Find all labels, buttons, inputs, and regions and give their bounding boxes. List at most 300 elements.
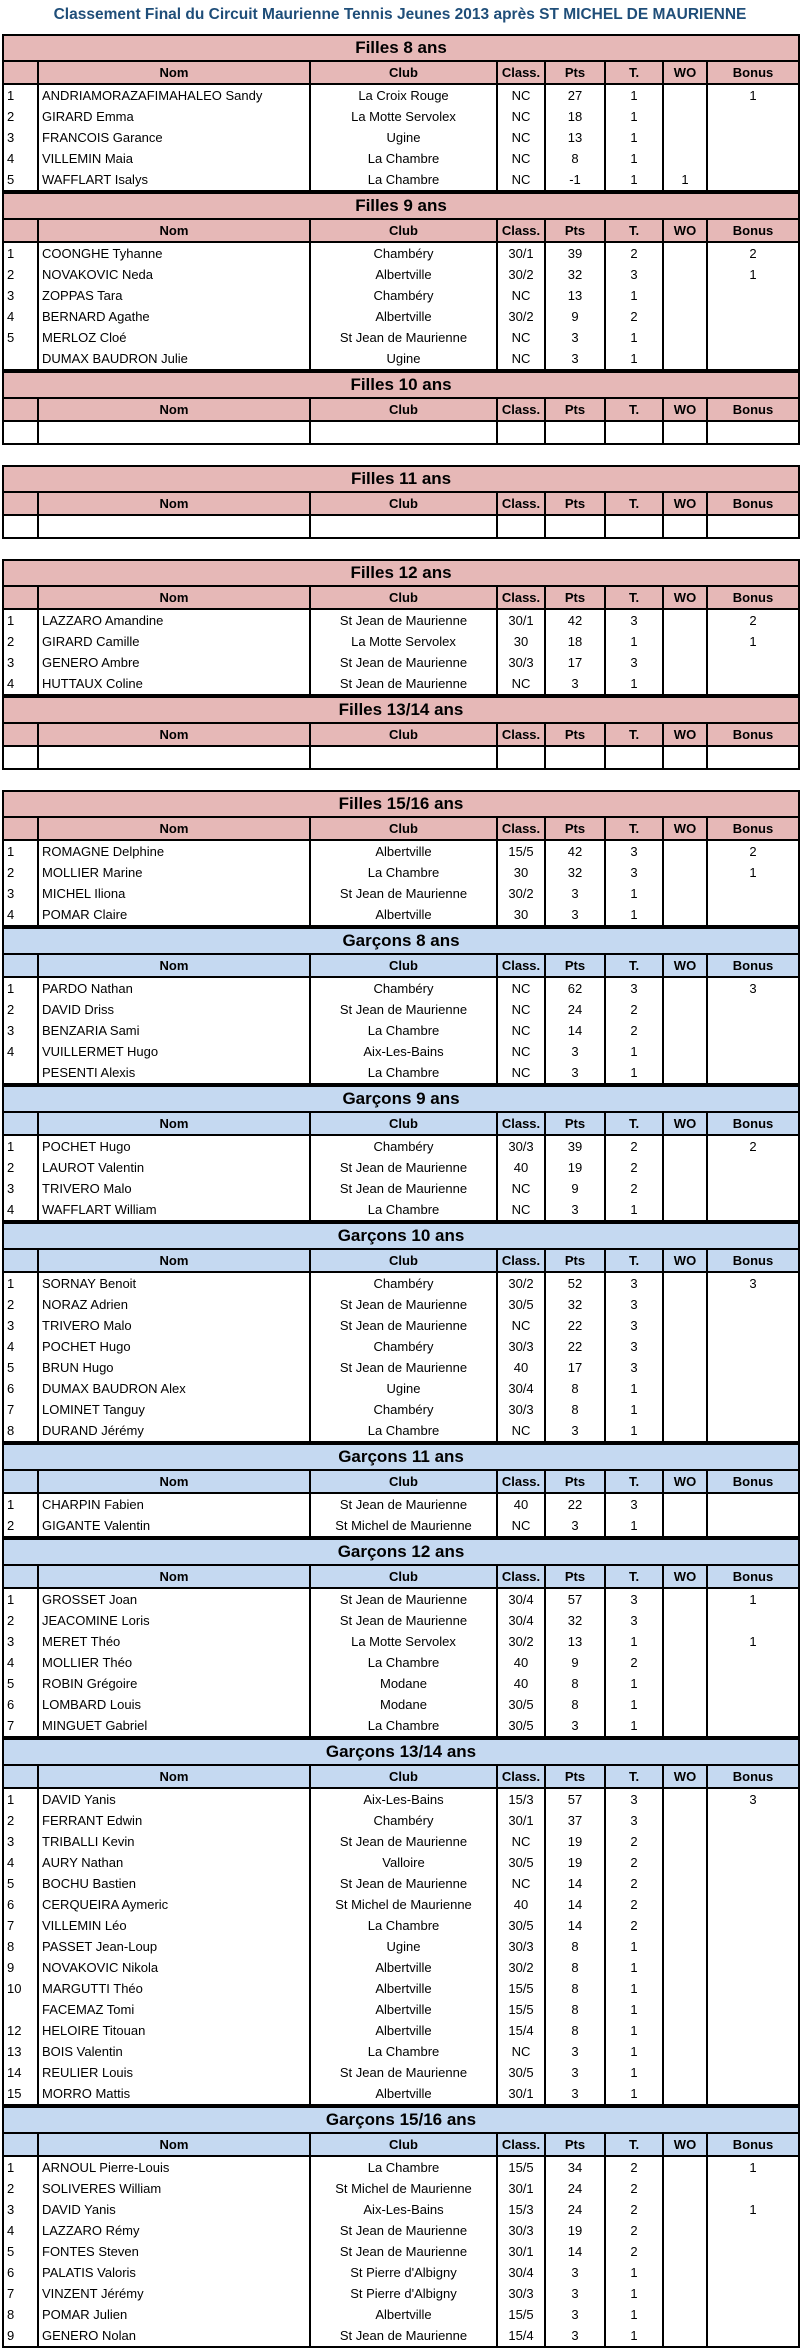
- table-row: [3, 242, 799, 264]
- rank: 4: [3, 306, 38, 327]
- walkover: [663, 1694, 707, 1715]
- tournaments: 3: [605, 1810, 663, 1831]
- points: 57: [545, 1788, 605, 1810]
- bonus: [707, 652, 799, 673]
- classement: 30: [497, 631, 545, 652]
- club: St Michel de Maurienne: [310, 1894, 497, 1915]
- nom-header: Nom: [38, 817, 310, 840]
- rank: 5: [3, 1873, 38, 1894]
- column-header-row: [3, 1765, 799, 1788]
- tournaments: 2: [605, 2241, 663, 2262]
- bonus: [707, 2304, 799, 2325]
- classement: 15/5: [497, 2304, 545, 2325]
- club: St Pierre d'Albigny: [310, 2262, 497, 2283]
- tournaments: 1: [605, 1673, 663, 1694]
- points: 8: [545, 2020, 605, 2041]
- pts-header: Pts: [545, 723, 605, 746]
- bonus-header: Bonus: [707, 1249, 799, 1272]
- bonus-header: Bonus: [707, 723, 799, 746]
- classement: 30/3: [497, 2220, 545, 2241]
- table-row: [3, 1062, 799, 1084]
- player-name: DURAND Jérémy: [38, 1420, 310, 1442]
- walkover: [663, 2178, 707, 2199]
- bonus: [707, 327, 799, 348]
- club: La Motte Servolex: [310, 1631, 497, 1652]
- tournaments: 1: [605, 1420, 663, 1442]
- bonus: 3: [707, 1272, 799, 1294]
- classement: 30/2: [497, 1272, 545, 1294]
- tournaments: 1: [605, 631, 663, 652]
- tournaments: 3: [605, 264, 663, 285]
- bonus: 2: [707, 840, 799, 862]
- walkover: [663, 2283, 707, 2304]
- rank-header: [3, 1249, 38, 1272]
- classement: 30/1: [497, 2178, 545, 2199]
- tournaments: 2: [605, 1873, 663, 1894]
- category-title: Filles 8 ans: [3, 35, 799, 61]
- category-section: [2, 790, 798, 927]
- classement: NC: [497, 1041, 545, 1062]
- tournaments: 3: [605, 1336, 663, 1357]
- wo-header: WO: [663, 954, 707, 977]
- wo-header: WO: [663, 2133, 707, 2156]
- table-row: [3, 652, 799, 673]
- club: Albertville: [310, 840, 497, 862]
- tournaments: 2: [605, 1135, 663, 1157]
- player-name: FACEMAZ Tomi: [38, 1999, 310, 2020]
- table-row: [3, 2020, 799, 2041]
- player-name: GENERO Ambre: [38, 652, 310, 673]
- wo-header: WO: [663, 398, 707, 421]
- club-header: Club: [310, 492, 497, 515]
- rank: 1: [3, 84, 38, 106]
- points: 14: [545, 1873, 605, 1894]
- table-row: [3, 1135, 799, 1157]
- bonus: [707, 1873, 799, 1894]
- rank-header: [3, 2133, 38, 2156]
- category-section: [2, 34, 798, 192]
- classement: 40: [497, 1673, 545, 1694]
- rank: 4: [3, 148, 38, 169]
- walkover: [663, 127, 707, 148]
- table-row: [3, 1178, 799, 1199]
- class-header: Class.: [497, 1565, 545, 1588]
- table-row: [3, 673, 799, 695]
- class-header: Class.: [497, 817, 545, 840]
- bonus: [707, 2220, 799, 2241]
- club-header: Club: [310, 2133, 497, 2156]
- bonus: [707, 746, 799, 769]
- tournaments: 1: [605, 327, 663, 348]
- tournaments: 1: [605, 883, 663, 904]
- tournaments: 1: [605, 169, 663, 191]
- points: 8: [545, 1378, 605, 1399]
- player-name: ROBIN Grégoire: [38, 1673, 310, 1694]
- table-row: [3, 2178, 799, 2199]
- club: Chambéry: [310, 977, 497, 999]
- club: Albertville: [310, 1978, 497, 1999]
- points: 52: [545, 1272, 605, 1294]
- club: Albertville: [310, 2020, 497, 2041]
- classement: 30/2: [497, 264, 545, 285]
- player-name: LAZZARO Amandine: [38, 609, 310, 631]
- table-row: [3, 1873, 799, 1894]
- bonus: [707, 348, 799, 370]
- points: 39: [545, 242, 605, 264]
- classement: NC: [497, 1315, 545, 1336]
- bonus: [707, 1041, 799, 1062]
- club: La Chambre: [310, 1020, 497, 1041]
- tournaments: 1: [605, 84, 663, 106]
- classement: 30/2: [497, 883, 545, 904]
- points: 13: [545, 285, 605, 306]
- player-name: ZOPPAS Tara: [38, 285, 310, 306]
- club: Aix-Les-Bains: [310, 1041, 497, 1062]
- table-row: [3, 327, 799, 348]
- tournaments: 2: [605, 2199, 663, 2220]
- table-row: [3, 348, 799, 370]
- bonus: [707, 2241, 799, 2262]
- rank: [3, 1062, 38, 1084]
- nom-header: Nom: [38, 1249, 310, 1272]
- bonus: [707, 1831, 799, 1852]
- club: Ugine: [310, 348, 497, 370]
- column-header-row: [3, 1470, 799, 1493]
- classement: 30/1: [497, 2083, 545, 2105]
- classement: 15/5: [497, 840, 545, 862]
- walkover: [663, 673, 707, 695]
- player-name: COONGHE Tyhanne: [38, 242, 310, 264]
- table-row: [3, 2062, 799, 2083]
- rank: 4: [3, 1199, 38, 1221]
- table-row: [3, 862, 799, 883]
- nom-header: Nom: [38, 219, 310, 242]
- rank-header: [3, 1112, 38, 1135]
- player-name: BOCHU Bastien: [38, 1873, 310, 1894]
- rank: 1: [3, 1272, 38, 1294]
- points: 3: [545, 348, 605, 370]
- bonus: [707, 1493, 799, 1515]
- nom-header: Nom: [38, 586, 310, 609]
- table-row: [3, 1936, 799, 1957]
- classement: 30/2: [497, 306, 545, 327]
- rank-header: [3, 492, 38, 515]
- nom-header: Nom: [38, 2133, 310, 2156]
- bonus: [707, 1999, 799, 2020]
- points: 8: [545, 1957, 605, 1978]
- club: Chambéry: [310, 1336, 497, 1357]
- classement: 30/5: [497, 1294, 545, 1315]
- bonus: 1: [707, 1631, 799, 1652]
- classement: 30/3: [497, 1399, 545, 1420]
- pts-header: Pts: [545, 219, 605, 242]
- classement: 30/3: [497, 2283, 545, 2304]
- bonus: 1: [707, 631, 799, 652]
- player-name: MARGUTTI Théo: [38, 1978, 310, 1999]
- category-title: Garçons 12 ans: [3, 1539, 799, 1565]
- points: 3: [545, 2262, 605, 2283]
- table-row: [3, 169, 799, 191]
- club: Chambéry: [310, 242, 497, 264]
- player-name: LAZZARO Rémy: [38, 2220, 310, 2241]
- pts-header: Pts: [545, 398, 605, 421]
- category-title: Filles 10 ans: [3, 372, 799, 398]
- table-row: [3, 1631, 799, 1652]
- player-name: ARNOUL Pierre-Louis: [38, 2156, 310, 2178]
- classement: 30/3: [497, 652, 545, 673]
- club: St Jean de Maurienne: [310, 999, 497, 1020]
- classement: NC: [497, 1178, 545, 1199]
- table-row: [3, 1493, 799, 1515]
- player-name: [38, 515, 310, 538]
- club: Modane: [310, 1673, 497, 1694]
- classement: NC: [497, 327, 545, 348]
- player-name: PESENTI Alexis: [38, 1062, 310, 1084]
- classement: 15/5: [497, 2156, 545, 2178]
- tournaments: 3: [605, 609, 663, 631]
- points: 19: [545, 1831, 605, 1852]
- rank: 6: [3, 1694, 38, 1715]
- rank: 1: [3, 1135, 38, 1157]
- tournaments: 1: [605, 148, 663, 169]
- points: 14: [545, 1020, 605, 1041]
- t-header: T.: [605, 723, 663, 746]
- points: 3: [545, 673, 605, 695]
- tournaments: 3: [605, 977, 663, 999]
- classement: 30/1: [497, 609, 545, 631]
- wo-header: WO: [663, 492, 707, 515]
- club: St Jean de Maurienne: [310, 327, 497, 348]
- player-name: TRIBALLI Kevin: [38, 1831, 310, 1852]
- bonus: [707, 1894, 799, 1915]
- walkover: [663, 2020, 707, 2041]
- tournaments: 3: [605, 1788, 663, 1810]
- player-name: BENZARIA Sami: [38, 1020, 310, 1041]
- table-row: [3, 1420, 799, 1442]
- bonus: [707, 148, 799, 169]
- walkover: [663, 1673, 707, 1694]
- column-header-row: [3, 1565, 799, 1588]
- points: 37: [545, 1810, 605, 1831]
- rank: 4: [3, 673, 38, 695]
- classement: 15/4: [497, 2325, 545, 2347]
- ranking-table: [2, 34, 800, 192]
- points: 8: [545, 1694, 605, 1715]
- column-header-row: [3, 954, 799, 977]
- club-header: Club: [310, 1470, 497, 1493]
- walkover: [663, 1715, 707, 1737]
- player-name: VUILLERMET Hugo: [38, 1041, 310, 1062]
- classement: NC: [497, 1199, 545, 1221]
- tournaments: 3: [605, 1272, 663, 1294]
- walkover: [663, 1978, 707, 1999]
- walkover: [663, 242, 707, 264]
- points: 24: [545, 2178, 605, 2199]
- rank: [3, 421, 38, 444]
- nom-header: Nom: [38, 492, 310, 515]
- rank: 2: [3, 264, 38, 285]
- club: La Chambre: [310, 1715, 497, 1737]
- walkover: [663, 1336, 707, 1357]
- points: 8: [545, 1978, 605, 1999]
- ranking-table: [2, 192, 800, 371]
- bonus: 1: [707, 862, 799, 883]
- points: 3: [545, 2304, 605, 2325]
- classement: NC: [497, 673, 545, 695]
- section-gap: [2, 539, 798, 559]
- bonus: [707, 169, 799, 191]
- walkover: [663, 1831, 707, 1852]
- player-name: DAVID Driss: [38, 999, 310, 1020]
- tournaments: 2: [605, 306, 663, 327]
- classement: 30/4: [497, 2262, 545, 2283]
- tournaments: 1: [605, 2304, 663, 2325]
- points: 32: [545, 1294, 605, 1315]
- tournaments: 3: [605, 1294, 663, 1315]
- table-row: [3, 127, 799, 148]
- player-name: DAVID Yanis: [38, 2199, 310, 2220]
- bonus: [707, 127, 799, 148]
- club: La Chambre: [310, 862, 497, 883]
- bonus: [707, 1020, 799, 1041]
- table-row: [3, 1588, 799, 1610]
- t-header: T.: [605, 61, 663, 84]
- walkover: [663, 421, 707, 444]
- club: Ugine: [310, 127, 497, 148]
- bonus: [707, 2262, 799, 2283]
- rank-header: [3, 61, 38, 84]
- t-header: T.: [605, 492, 663, 515]
- rank: 3: [3, 285, 38, 306]
- bonus-header: Bonus: [707, 1470, 799, 1493]
- walkover: [663, 1631, 707, 1652]
- points: 3: [545, 1041, 605, 1062]
- tournaments: 1: [605, 1715, 663, 1737]
- table-row: [3, 883, 799, 904]
- bonus: [707, 1062, 799, 1084]
- category-title: Garçons 9 ans: [3, 1086, 799, 1112]
- classement: 30/4: [497, 1378, 545, 1399]
- bonus-header: Bonus: [707, 1765, 799, 1788]
- walkover: [663, 1020, 707, 1041]
- nom-header: Nom: [38, 723, 310, 746]
- walkover: [663, 1062, 707, 1084]
- ranking-table: [2, 927, 800, 1085]
- club: St Jean de Maurienne: [310, 1493, 497, 1515]
- tournaments: 2: [605, 999, 663, 1020]
- club-header: Club: [310, 1249, 497, 1272]
- tournaments: 3: [605, 1315, 663, 1336]
- column-header-row: [3, 492, 799, 515]
- category-title: Filles 15/16 ans: [3, 791, 799, 817]
- rank: 9: [3, 2325, 38, 2347]
- pts-header: Pts: [545, 586, 605, 609]
- rank: 14: [3, 2062, 38, 2083]
- club: Chambéry: [310, 285, 497, 306]
- rank: 7: [3, 1399, 38, 1420]
- club-header: Club: [310, 1112, 497, 1135]
- club: Ugine: [310, 1936, 497, 1957]
- rank: 6: [3, 1378, 38, 1399]
- points: 13: [545, 1631, 605, 1652]
- tournaments: 1: [605, 2041, 663, 2062]
- club: Chambéry: [310, 1810, 497, 1831]
- rank: 3: [3, 883, 38, 904]
- classement: [497, 515, 545, 538]
- club: La Chambre: [310, 1420, 497, 1442]
- walkover: [663, 1315, 707, 1336]
- points: 22: [545, 1336, 605, 1357]
- points: 32: [545, 862, 605, 883]
- ranking-table: [2, 1443, 800, 1538]
- classement: NC: [497, 127, 545, 148]
- player-name: LOMINET Tanguy: [38, 1399, 310, 1420]
- club: [310, 421, 497, 444]
- classement: 30: [497, 862, 545, 883]
- class-header: Class.: [497, 492, 545, 515]
- player-name: FERRANT Edwin: [38, 1810, 310, 1831]
- bonus: [707, 1978, 799, 1999]
- points: [545, 421, 605, 444]
- points: 18: [545, 106, 605, 127]
- ranking-table: [2, 1738, 800, 2106]
- bonus: [707, 1694, 799, 1715]
- ranking-table: [2, 1085, 800, 1222]
- club: Chambéry: [310, 1135, 497, 1157]
- rank: 1: [3, 1788, 38, 1810]
- tournaments: 1: [605, 1978, 663, 1999]
- club: La Chambre: [310, 1062, 497, 1084]
- bonus: [707, 1378, 799, 1399]
- t-header: T.: [605, 586, 663, 609]
- player-name: POMAR Claire: [38, 904, 310, 926]
- points: 32: [545, 1610, 605, 1631]
- classement: NC: [497, 2041, 545, 2062]
- tournaments: 1: [605, 2062, 663, 2083]
- walkover: [663, 883, 707, 904]
- classement: 30/3: [497, 1135, 545, 1157]
- points: 8: [545, 1999, 605, 2020]
- classement: NC: [497, 348, 545, 370]
- bonus: [707, 1315, 799, 1336]
- player-name: REULIER Louis: [38, 2062, 310, 2083]
- club: [310, 746, 497, 769]
- walkover: [663, 1493, 707, 1515]
- rank: 4: [3, 2220, 38, 2241]
- rank-header: [3, 586, 38, 609]
- player-name: GIRARD Emma: [38, 106, 310, 127]
- table-row: [3, 1999, 799, 2020]
- category-title: Filles 13/14 ans: [3, 697, 799, 723]
- points: 22: [545, 1315, 605, 1336]
- classement: 30/2: [497, 1631, 545, 1652]
- bonus-header: Bonus: [707, 492, 799, 515]
- rank: 3: [3, 1831, 38, 1852]
- t-header: T.: [605, 219, 663, 242]
- table-row: [3, 1315, 799, 1336]
- class-header: Class.: [497, 61, 545, 84]
- nom-header: Nom: [38, 1565, 310, 1588]
- table-row: [3, 1915, 799, 1936]
- club: St Jean de Maurienne: [310, 2062, 497, 2083]
- player-name: NORAZ Adrien: [38, 1294, 310, 1315]
- walkover: [663, 1378, 707, 1399]
- points: 3: [545, 883, 605, 904]
- bonus-header: Bonus: [707, 1112, 799, 1135]
- table-row: [3, 1810, 799, 1831]
- tournaments: 2: [605, 1915, 663, 1936]
- player-name: MICHEL Iliona: [38, 883, 310, 904]
